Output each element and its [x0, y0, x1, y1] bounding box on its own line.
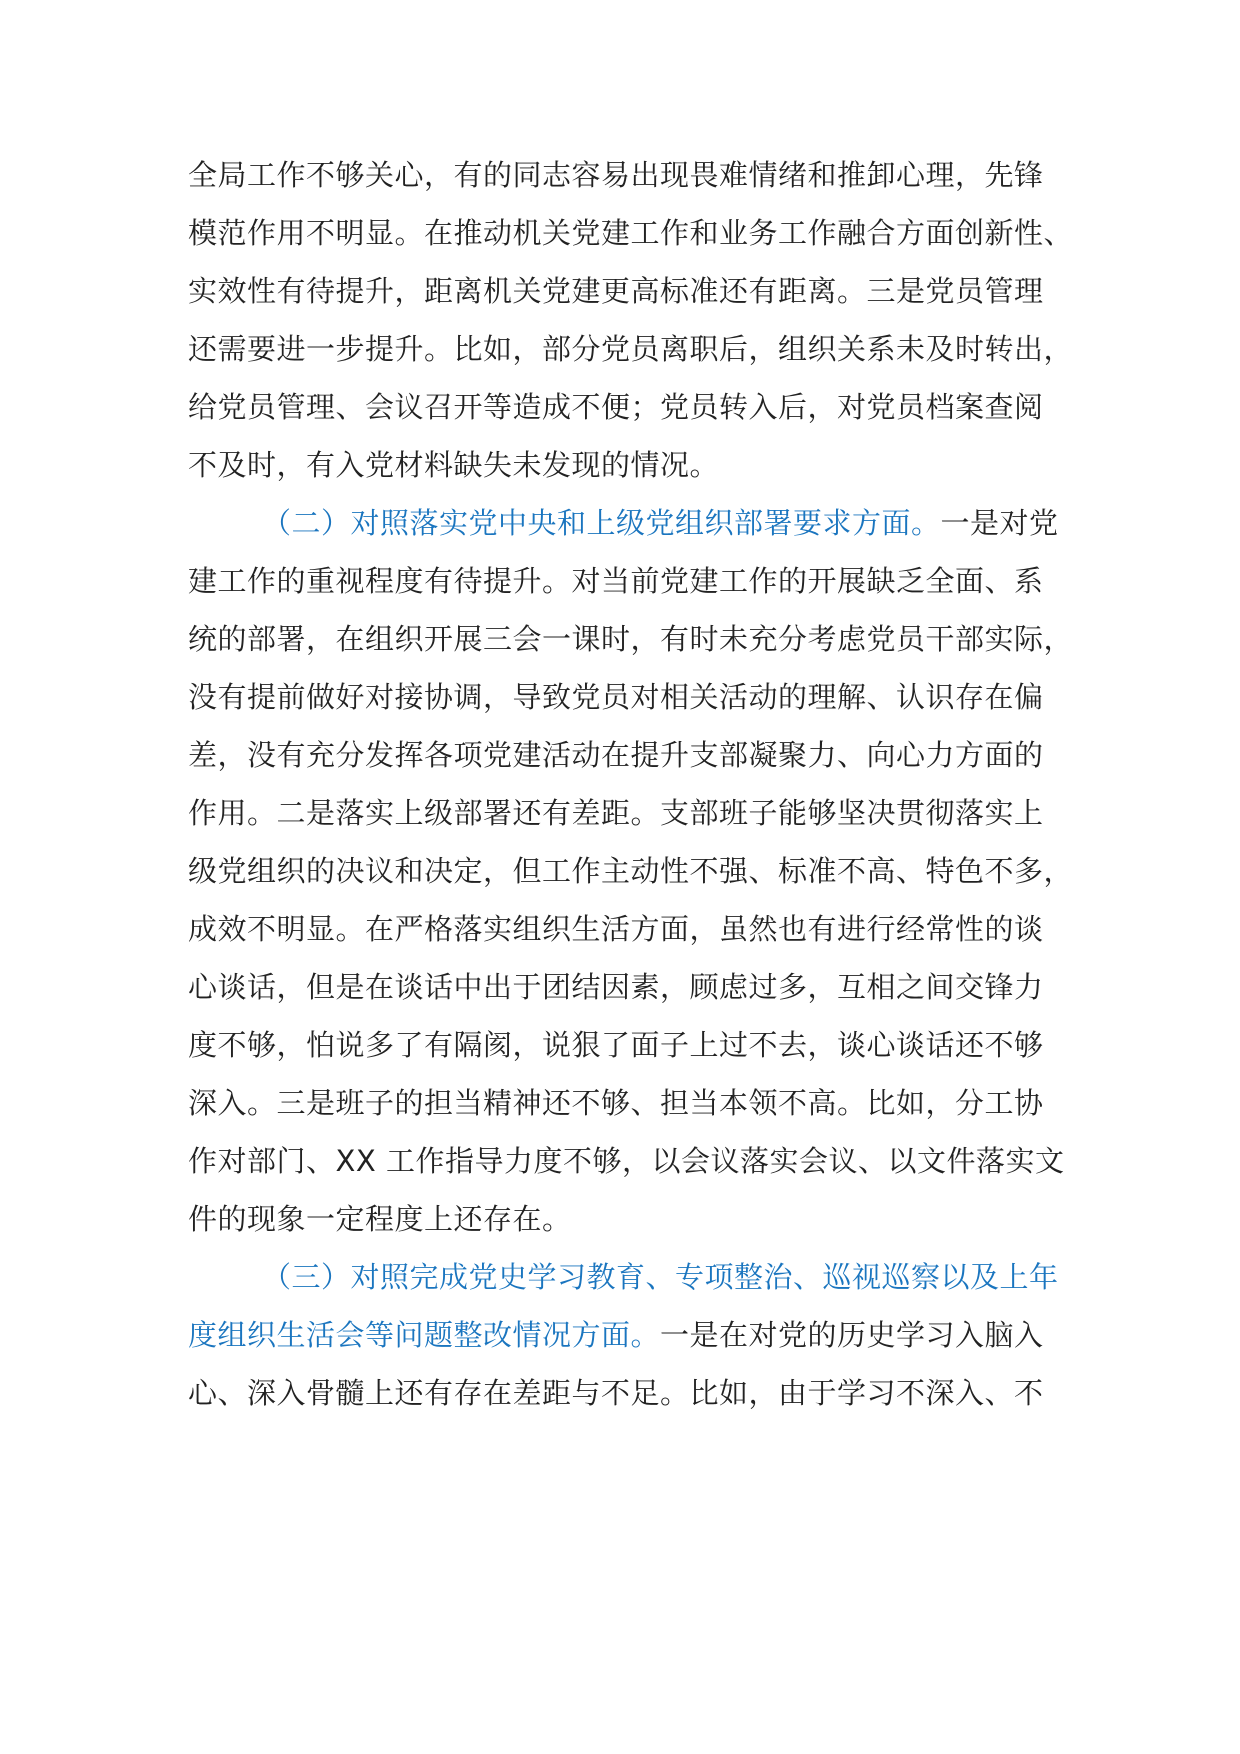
section-heading-line	[262, 1252, 1059, 1302]
line-text: 作用。二是落实上级部署还有差距。支部班子能够坚决贯彻落实上	[188, 796, 1044, 830]
line-text: 件的现象一定程度上还存在。	[188, 1202, 572, 1236]
line-text: 心谈话，但是在谈话中出于团结因素，顾虑过多，互相之间交锋力	[188, 970, 1044, 1004]
section-heading-line	[262, 498, 1059, 548]
text-line	[188, 672, 1044, 722]
line-text: 建工作的重视程度有待提升。对当前党建工作的开展缺乏全面、系	[188, 564, 1044, 598]
line-text: 成效不明显。在严格落实组织生活方面，虽然也有进行经常性的谈	[188, 912, 1044, 946]
text-line	[188, 266, 1044, 316]
line-text: 统的部署，在组织开展三会一课时，有时未充分考虑党员干部实际，	[188, 622, 1074, 656]
text-line	[188, 1136, 1064, 1186]
text-line	[188, 324, 1073, 374]
text-line	[188, 382, 1044, 432]
text-line	[188, 788, 1044, 838]
text-line	[188, 962, 1044, 1012]
text-line	[188, 904, 1044, 954]
text-line	[188, 614, 1073, 664]
line-text: 深入。三是班子的担当精神还不够、担当本领不高。比如，分工协	[188, 1086, 1044, 1120]
text-line	[188, 208, 1073, 258]
line-text: 全局工作不够关心，有的同志容易出现畏难情绪和推卸心理，先锋	[188, 158, 1044, 192]
line-text: 作对部门、XX 工作指导力度不够，以会议落实会议、以文件落实文	[188, 1144, 1065, 1178]
text-line	[188, 846, 1073, 896]
text-line	[188, 730, 1044, 780]
line-text: 不及时，有入党材料缺失未发现的情况。	[188, 448, 720, 482]
text-line	[188, 1078, 1044, 1128]
section-heading: 度组织生活会等问题整改情况方面。	[188, 1318, 661, 1352]
line-text: 度不够，怕说多了有隔阂，说狠了面子上过不去，谈心谈话还不够	[188, 1028, 1044, 1062]
line-text: 还需要进一步提升。比如，部分党员离职后，组织关系未及时转出，	[188, 332, 1074, 366]
line-text: 一是在对党的历史学习入脑入	[660, 1318, 1044, 1352]
line-text: 给党员管理、会议召开等造成不便；党员转入后，对党员档案查阅	[188, 390, 1044, 424]
text-line	[188, 150, 1044, 200]
line-text: 差，没有充分发挥各项党建活动在提升支部凝聚力、向心力方面的	[188, 738, 1044, 772]
text-line	[188, 1020, 1044, 1070]
text-line	[188, 1194, 572, 1244]
line-text: 级党组织的决议和决定，但工作主动性不强、标准不高、特色不多，	[188, 854, 1074, 888]
line-text: 没有提前做好对接协调，导致党员对相关活动的理解、认识存在偏	[188, 680, 1044, 714]
text-line	[188, 556, 1044, 606]
line-text: 实效性有待提升，距离机关党建更高标准还有距离。三是党员管理	[188, 274, 1044, 308]
line-text: 一是对党	[940, 506, 1059, 540]
section-heading: （二）对照落实党中央和上级党组织部署要求方面。	[262, 506, 941, 540]
text-line	[188, 1368, 1044, 1418]
section-heading: （三）对照完成党史学习教育、专项整治、巡视巡察以及上年	[262, 1260, 1059, 1294]
line-text: 模范作用不明显。在推动机关党建工作和业务工作融合方面创新性、	[188, 216, 1074, 250]
section-heading-line	[188, 1310, 1044, 1360]
line-text: 心、深入骨髓上还有存在差距与不足。比如，由于学习不深入、不	[188, 1376, 1044, 1410]
text-line	[188, 440, 719, 490]
